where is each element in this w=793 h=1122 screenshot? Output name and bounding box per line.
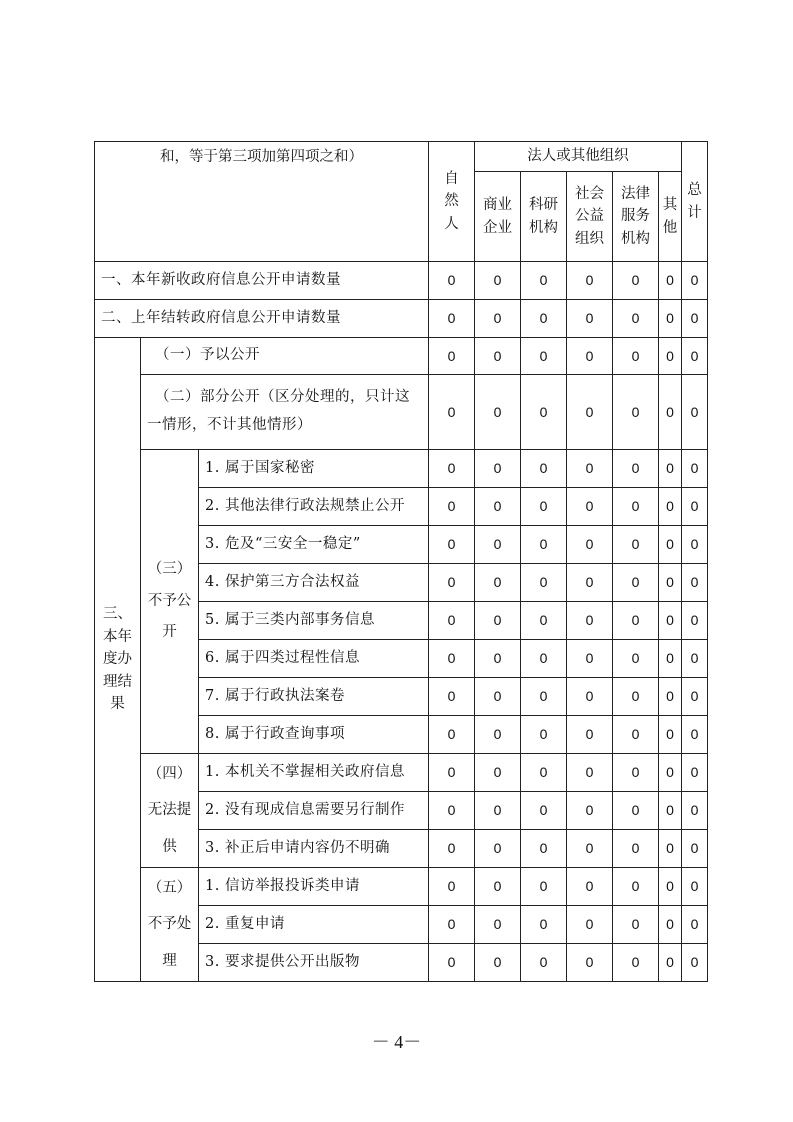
row-label: 2. 其他法律行政法规禁止公开 [199,488,429,526]
cell-value: 0 [521,564,567,602]
cell-value: 0 [567,716,613,754]
cell-value: 0 [429,944,475,982]
cell-value: 0 [475,754,521,792]
cell-value: 0 [429,526,475,564]
cell-value: 0 [682,792,708,830]
row-label: （一）予以公开 [141,338,429,375]
cell-value: 0 [659,488,682,526]
cell-value: 0 [521,830,567,868]
cell-value: 0 [521,488,567,526]
cell-value: 0 [682,300,708,338]
cell-value: 0 [613,754,659,792]
group5-label: （五） 不予处 理 [141,868,199,982]
cell-value: 0 [521,338,567,375]
cell-value: 0 [475,906,521,944]
header-row-1 [95,142,708,172]
row-label: 4. 保护第三方合法权益 [199,564,429,602]
cell-value: 0 [613,602,659,640]
cell-value: 0 [659,754,682,792]
row-label: 3. 补正后申请内容仍不明确 [199,830,429,868]
cell-value: 0 [429,300,475,338]
cell-value: 0 [475,678,521,716]
cell-value: 0 [475,716,521,754]
cell-value: 0 [613,906,659,944]
cell-value: 0 [659,906,682,944]
cell-value: 0 [567,830,613,868]
cell-value: 0 [567,300,613,338]
cell-value: 0 [521,716,567,754]
header-natural-person: 自 然 人 [429,142,475,262]
cell-value: 0 [475,944,521,982]
cell-value: 0 [521,792,567,830]
cell-value: 0 [659,338,682,375]
cell-value: 0 [682,678,708,716]
table-row [95,868,708,906]
table-row [95,450,708,488]
cell-value: 0 [521,375,567,450]
cell-value: 0 [659,262,682,300]
row-label: （二）部分公开（区分处理的，只计这 一情形，不计其他情形） [141,375,429,450]
cell-value: 0 [475,868,521,906]
cell-value: 0 [567,488,613,526]
cell-value: 0 [613,868,659,906]
cell-value: 0 [475,564,521,602]
row-label: 一、本年新收政府信息公开申请数量 [95,262,429,300]
cell-value: 0 [659,792,682,830]
cell-value: 0 [613,640,659,678]
table-row [95,300,708,338]
group4-label: （四） 无法提 供 [141,754,199,868]
cell-value: 0 [567,338,613,375]
cell-value: 0 [682,868,708,906]
cell-value: 0 [521,754,567,792]
cell-value: 0 [429,602,475,640]
header-commercial: 商业 企业 [475,172,521,262]
cell-value: 0 [429,754,475,792]
header-legal-group: 法人或其他组织 [475,142,682,172]
cell-value: 0 [613,564,659,602]
cell-value: 0 [567,868,613,906]
header-research: 科研 机构 [521,172,567,262]
cell-value: 0 [521,602,567,640]
cell-value: 0 [567,754,613,792]
cell-value: 0 [613,716,659,754]
row-label: 3. 要求提供公开出版物 [199,944,429,982]
cell-value: 0 [613,678,659,716]
row-label: 5. 属于三类内部事务信息 [199,602,429,640]
row-label: 2. 重复申请 [199,906,429,944]
row-label: 6. 属于四类过程性信息 [199,640,429,678]
header-total: 总 计 [682,142,708,262]
statistics-table [94,141,708,982]
cell-value: 0 [475,526,521,564]
cell-value: 0 [659,830,682,868]
cell-value: 0 [659,868,682,906]
header-other: 其 他 [659,172,682,262]
cell-value: 0 [429,830,475,868]
cell-value: 0 [567,944,613,982]
cell-value: 0 [521,526,567,564]
cell-value: 0 [659,564,682,602]
cell-value: 0 [682,338,708,375]
cell-value: 0 [429,450,475,488]
cell-value: 0 [429,640,475,678]
cell-value: 0 [682,488,708,526]
cell-value: 0 [682,906,708,944]
row-label: 8. 属于行政查询事项 [199,716,429,754]
cell-value: 0 [521,640,567,678]
cell-value: 0 [475,792,521,830]
row-label: 1. 本机关不掌握相关政府信息 [199,754,429,792]
cell-value: 0 [613,792,659,830]
cell-value: 0 [613,338,659,375]
cell-value: 0 [475,375,521,450]
cell-value: 0 [659,678,682,716]
cell-value: 0 [521,944,567,982]
cell-value: 0 [567,375,613,450]
cell-value: 0 [429,906,475,944]
cell-value: 0 [521,906,567,944]
cell-value: 0 [567,450,613,488]
cell-value: 0 [659,716,682,754]
cell-value: 0 [613,262,659,300]
cell-value: 0 [521,262,567,300]
cell-value: 0 [567,602,613,640]
cell-value: 0 [567,564,613,602]
cell-value: 0 [475,262,521,300]
cell-value: 0 [567,678,613,716]
row-label: 7. 属于行政执法案卷 [199,678,429,716]
cell-value: 0 [475,338,521,375]
cell-value: 0 [659,640,682,678]
cell-value: 0 [613,526,659,564]
row-label: 1. 属于国家秘密 [199,450,429,488]
table-row [95,262,708,300]
cell-value: 0 [682,564,708,602]
cell-value: 0 [475,300,521,338]
row-label: 二、上年结转政府信息公开申请数量 [95,300,429,338]
cell-value: 0 [682,262,708,300]
cell-value: 0 [521,678,567,716]
cell-value: 0 [682,716,708,754]
cell-value: 0 [475,830,521,868]
cell-value: 0 [567,640,613,678]
row-label: 1. 信访举报投诉类申请 [199,868,429,906]
cell-value: 0 [521,868,567,906]
cell-value: 0 [429,564,475,602]
cell-value: 0 [521,300,567,338]
cell-value: 0 [429,792,475,830]
cell-value: 0 [429,868,475,906]
row-label: 2. 没有现成信息需要另行制作 [199,792,429,830]
cell-value: 0 [429,375,475,450]
cell-value: 0 [613,375,659,450]
cell-value: 0 [682,830,708,868]
cell-value: 0 [682,450,708,488]
cell-value: 0 [682,526,708,564]
cell-value: 0 [659,375,682,450]
cell-value: 0 [613,300,659,338]
header-carry-text: 和，等于第三项加第四项之和） [95,142,429,262]
header-legal-service: 法律 服务 机构 [613,172,659,262]
cell-value: 0 [429,488,475,526]
table-row [95,375,708,450]
cell-value: 0 [682,640,708,678]
cell-value: 0 [659,602,682,640]
group3-label: （三） 不予公 开 [141,450,199,754]
cell-value: 0 [475,488,521,526]
cell-value: 0 [659,944,682,982]
cell-value: 0 [475,640,521,678]
cell-value: 0 [613,830,659,868]
cell-value: 0 [429,716,475,754]
cell-value: 0 [682,375,708,450]
cell-value: 0 [429,262,475,300]
cell-value: 0 [659,300,682,338]
header-social: 社会 公益 组织 [567,172,613,262]
cell-value: 0 [567,792,613,830]
cell-value: 0 [475,602,521,640]
cell-value: 0 [613,488,659,526]
cell-value: 0 [521,450,567,488]
cell-value: 0 [429,338,475,375]
cell-value: 0 [475,450,521,488]
cell-value: 0 [567,906,613,944]
cell-value: 0 [682,944,708,982]
cell-value: 0 [659,450,682,488]
row-label: 3. 危及“三安全一稳定” [199,526,429,564]
section3-label: 三、 本年 度办 理结 果 [95,338,141,982]
cell-value: 0 [613,450,659,488]
table-row [95,338,708,375]
cell-value: 0 [659,526,682,564]
cell-value: 0 [682,602,708,640]
cell-value: 0 [682,754,708,792]
page-number: － 4－ [371,1032,422,1052]
cell-value: 0 [613,944,659,982]
cell-value: 0 [567,262,613,300]
table-row [95,754,708,792]
cell-value: 0 [567,526,613,564]
cell-value: 0 [429,678,475,716]
